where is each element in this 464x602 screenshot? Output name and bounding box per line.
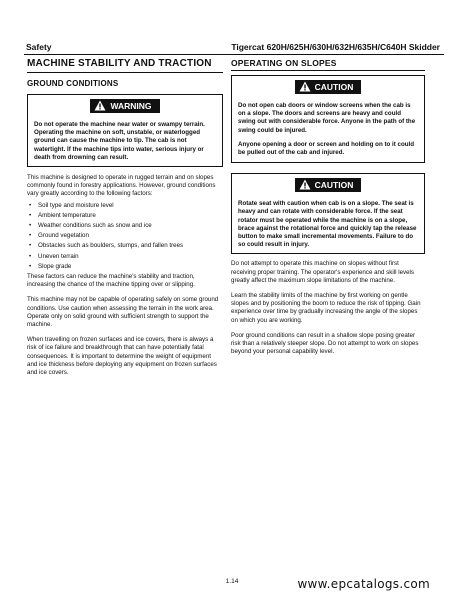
- watermark: www.epcatalogs.com: [297, 577, 430, 591]
- caution-label: CAUTION: [314, 179, 354, 190]
- stability-paragraph: These factors can reduce the machine's stability and traction, increasing the chance of the machine tipping over or slipping.: [27, 273, 195, 289]
- list-item: • Weather conditions such as snow and ice: [27, 222, 223, 230]
- list-item: • Ambient temperature: [27, 212, 223, 220]
- poor-ground-paragraph: Poor ground conditions can result in a shallow slope posing greater risk than a relatively steeper slope. Do not attempt to work on slopes beyond your personal capability level.: [231, 331, 419, 356]
- header-section-title: Safety: [26, 42, 52, 52]
- section-title: MACHINE STABILITY AND TRACTION: [27, 58, 223, 73]
- page-number: 1.14: [225, 578, 239, 585]
- frozen-surfaces-paragraph: When travelling on frozen surfaces and ice covers, there is always a risk of ice failure and breakthrough that can have potentially fatal consequences. It is important to determine the weight of equipment and ice thickness before deploying any equipment on frozen surfaces and ice covers.: [27, 336, 217, 377]
- caution-triangle-icon: [299, 179, 311, 190]
- caution-label: CAUTION: [314, 81, 354, 92]
- list-item: • Slope grade: [27, 263, 223, 271]
- warning-label: WARNING: [110, 100, 152, 111]
- training-paragraph: Do not attempt to operate this machine on slopes without first receiving proper training. The operator's experience and skill levels greatly affect the maximum slope limitations of the machine.: [231, 260, 415, 284]
- list-item: • Uneven terrain: [27, 253, 223, 261]
- caution-badge: [295, 80, 362, 94]
- ground-conditions-heading: GROUND CONDITIONS: [27, 79, 119, 88]
- stability-limits-paragraph: Learn the stability limits of the machine by first working on gentle slopes and by positioning the boom to reduce the risk of tipping. Gain experience over time by gradually increasing the angle of the slopes on which you are working.: [231, 292, 421, 324]
- header-manual-title: Tigercat 620H/625H/630H/632H/635H/C640H Skidder: [231, 42, 440, 52]
- warning-text: Do not operate the machine near water or swampy terrain. Operating the machine on soft, unstable, or waterlogged ground can cause the machine to tip. The cab is not watertight. If the machine tips into water, serious injury or death from drowning can result.: [34, 121, 205, 161]
- caution-holding-text: Anyone opening a door or screen and holding on to it could be pulled out of the cab and injured.: [238, 140, 414, 157]
- caution-seat-text: Rotate seat with caution when cab is on a slope. The seat is heavy and can rotate with considerable force. If the seat rotator must be operated while the machine is on a slope, brace against the rotational force and quickly tap the release button to make small incremental movements. Failure to do so could result in injury.: [238, 200, 417, 249]
- factors-list: [27, 202, 223, 271]
- warning-badge: [90, 99, 159, 113]
- header-rule: [24, 54, 444, 55]
- list-item: • Obstacles such as boulders, stumps, and fallen trees: [27, 242, 223, 250]
- caution-badge: [295, 178, 362, 192]
- capability-paragraph: This machine may not be capable of operating safely on some ground conditions. Use caution when assessing the terrain in the work area. Operate only on solid ground with sufficient strength to support the machine.: [27, 296, 219, 329]
- caution-box-doors: [231, 75, 425, 163]
- operating-on-slopes-heading: OPERATING ON SLOPES: [231, 58, 425, 71]
- left-column: [27, 58, 223, 377]
- intro-paragraph: This machine is designed to operate in rugged terrain and on slopes commonly found in forestry applications. However, ground conditions vary greatly according to the following factors:: [27, 174, 216, 198]
- caution-triangle-icon: [299, 81, 311, 92]
- caution-box-seat: [231, 173, 425, 254]
- warning-triangle-icon: [94, 100, 106, 111]
- warning-box: [27, 94, 223, 167]
- right-column: [231, 58, 425, 356]
- caution-doors-text: Do not open cab doors or window screens when the cab is on a slope. The doors and screens are heavy and could swing out with considerable force. Anyone in the path of the swing could be injured.: [238, 102, 416, 134]
- list-item: • Ground vegetation: [27, 232, 223, 240]
- list-item: • Soil type and moisture level: [27, 202, 223, 210]
